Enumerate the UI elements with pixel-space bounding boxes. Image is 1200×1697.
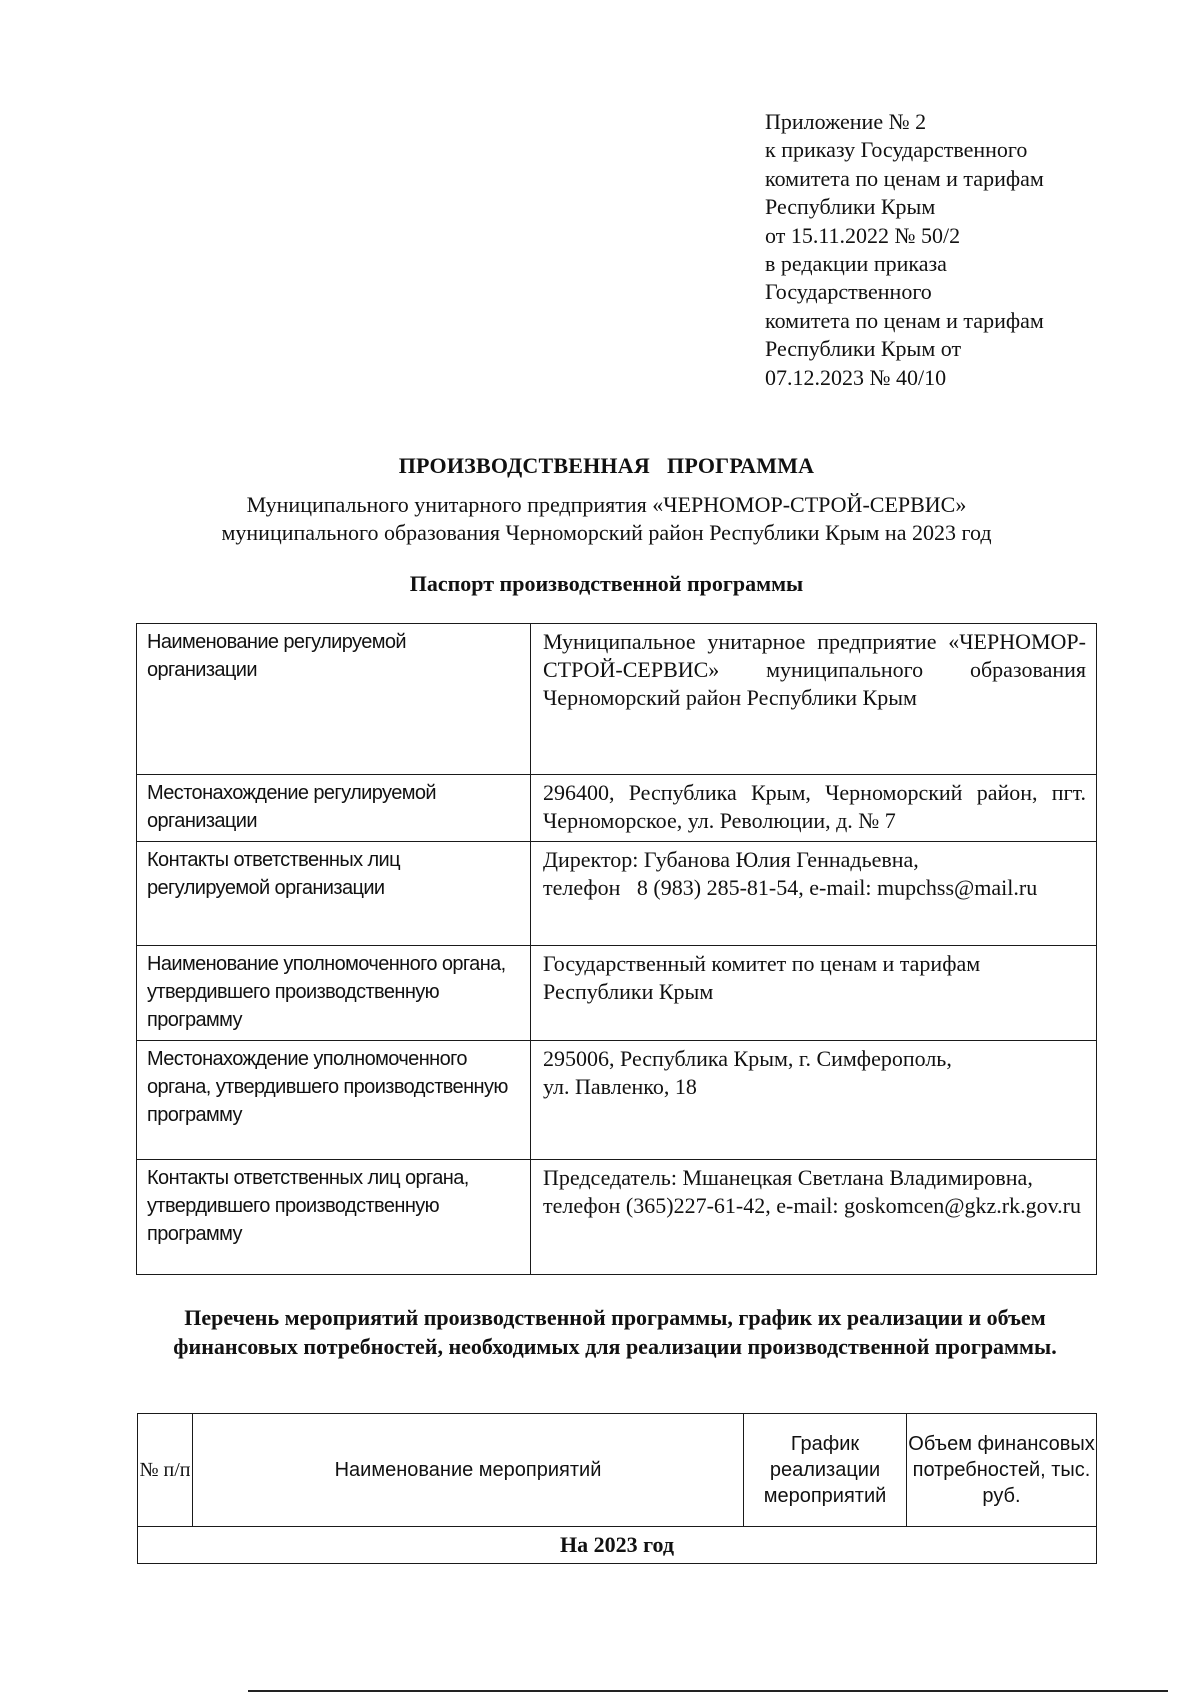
appendix-block: [765, 108, 1125, 392]
header-name: Наименование мероприятий: [193, 1414, 744, 1527]
table-row: [137, 775, 1097, 842]
passport-value: 296400, Республика Крым, Черноморский район, пгт. Черноморское, ул. Революции, д. № 7: [531, 775, 1097, 842]
contact-phone-email: телефон 8 (983) 285-81-54, e-mail: mupchss@mail.ru: [543, 875, 1038, 900]
appendix-line: Республики Крым: [765, 194, 936, 220]
appendix-line: в редакции приказа: [765, 251, 947, 277]
appendix-line: Государственного: [765, 279, 932, 305]
passport-table: [136, 623, 1097, 1275]
appendix-line: Приложение № 2: [765, 109, 927, 134]
document-title: ПРОИЗВОДСТВЕННАЯ ПРОГРАММА: [398, 453, 815, 478]
passport-value: [531, 1041, 1097, 1160]
passport-value: Председатель: Мшанецкая Светлана Владимировна, телефон (365)227-61-42, e-mail: goskomcen@gkz.rk.gov.ru: [531, 1160, 1097, 1275]
bottom-divider: [248, 1690, 1168, 1692]
passport-label: Местонахождение регулируемой организации: [137, 775, 531, 842]
passport-label: Наименование уполномоченного органа, утвердившего производственную программу: [137, 946, 531, 1041]
header-schedule: График реализации мероприятий: [744, 1414, 907, 1527]
events-table: [137, 1413, 1097, 1564]
table-header-row: [138, 1414, 1097, 1527]
passport-value: Государственный комитет по ценам и тарифам Республики Крым: [531, 946, 1097, 1041]
subtitle-line-1: Муниципального унитарного предприятия «ЧЕРНОМОР-СТРОЙ-СЕРВИС»: [246, 492, 967, 517]
header-num: № п/п: [138, 1414, 193, 1527]
appendix-line: от 15.11.2022 № 50/2: [765, 222, 961, 248]
events-heading: Перечень мероприятий производственной программы, график их реализации и объем финансовых потребностей, необходимых для реализации производственной программы.: [173, 1305, 1057, 1359]
appendix-line: к приказу Государственного: [765, 137, 1028, 163]
passport-label: Наименование регулируемой организации: [137, 624, 531, 775]
table-row: [137, 1160, 1097, 1275]
passport-value: Муниципальное унитарное предприятие «ЧЕРНОМОР-СТРОЙ-СЕРВИС» муниципального образования Черноморский район Республики Крым: [531, 624, 1097, 775]
appendix-line: комитета по ценам и тарифам: [765, 307, 1044, 333]
document-subtitle: [0, 491, 1200, 547]
passport-label: Контакты ответственных лиц органа, утвердившего производственную программу: [137, 1160, 531, 1275]
address-line-2: ул. Павленко, 18: [543, 1074, 697, 1099]
header-volume: Объем финансовых потребностей, тыс. руб.: [907, 1414, 1097, 1527]
appendix-line: Республики Крым от: [765, 336, 962, 362]
passport-value: [531, 842, 1097, 946]
passport-heading: Паспорт производственной программы: [409, 571, 804, 596]
table-row: [137, 946, 1097, 1041]
passport-label: Контакты ответственных лиц регулируемой организации: [137, 842, 531, 946]
appendix-line: 07.12.2023 № 40/10: [765, 364, 947, 390]
appendix-line: комитета по ценам и тарифам: [765, 165, 1044, 191]
year-row: На 2023 год: [138, 1527, 1097, 1564]
table-row: [138, 1527, 1097, 1564]
table-row: [137, 1041, 1097, 1160]
table-row: [137, 624, 1097, 775]
contact-director: Директор: Губанова Юлия Геннадьевна,: [543, 847, 919, 872]
subtitle-line-2: муниципального образования Черноморский район Республики Крым на 2023 год: [221, 520, 992, 545]
table-row: [137, 842, 1097, 946]
address-line-1: 295006, Республика Крым, г. Симферополь,: [543, 1046, 952, 1071]
passport-label: Местонахождение уполномоченного органа, утвердившего производственную программу: [137, 1041, 531, 1160]
